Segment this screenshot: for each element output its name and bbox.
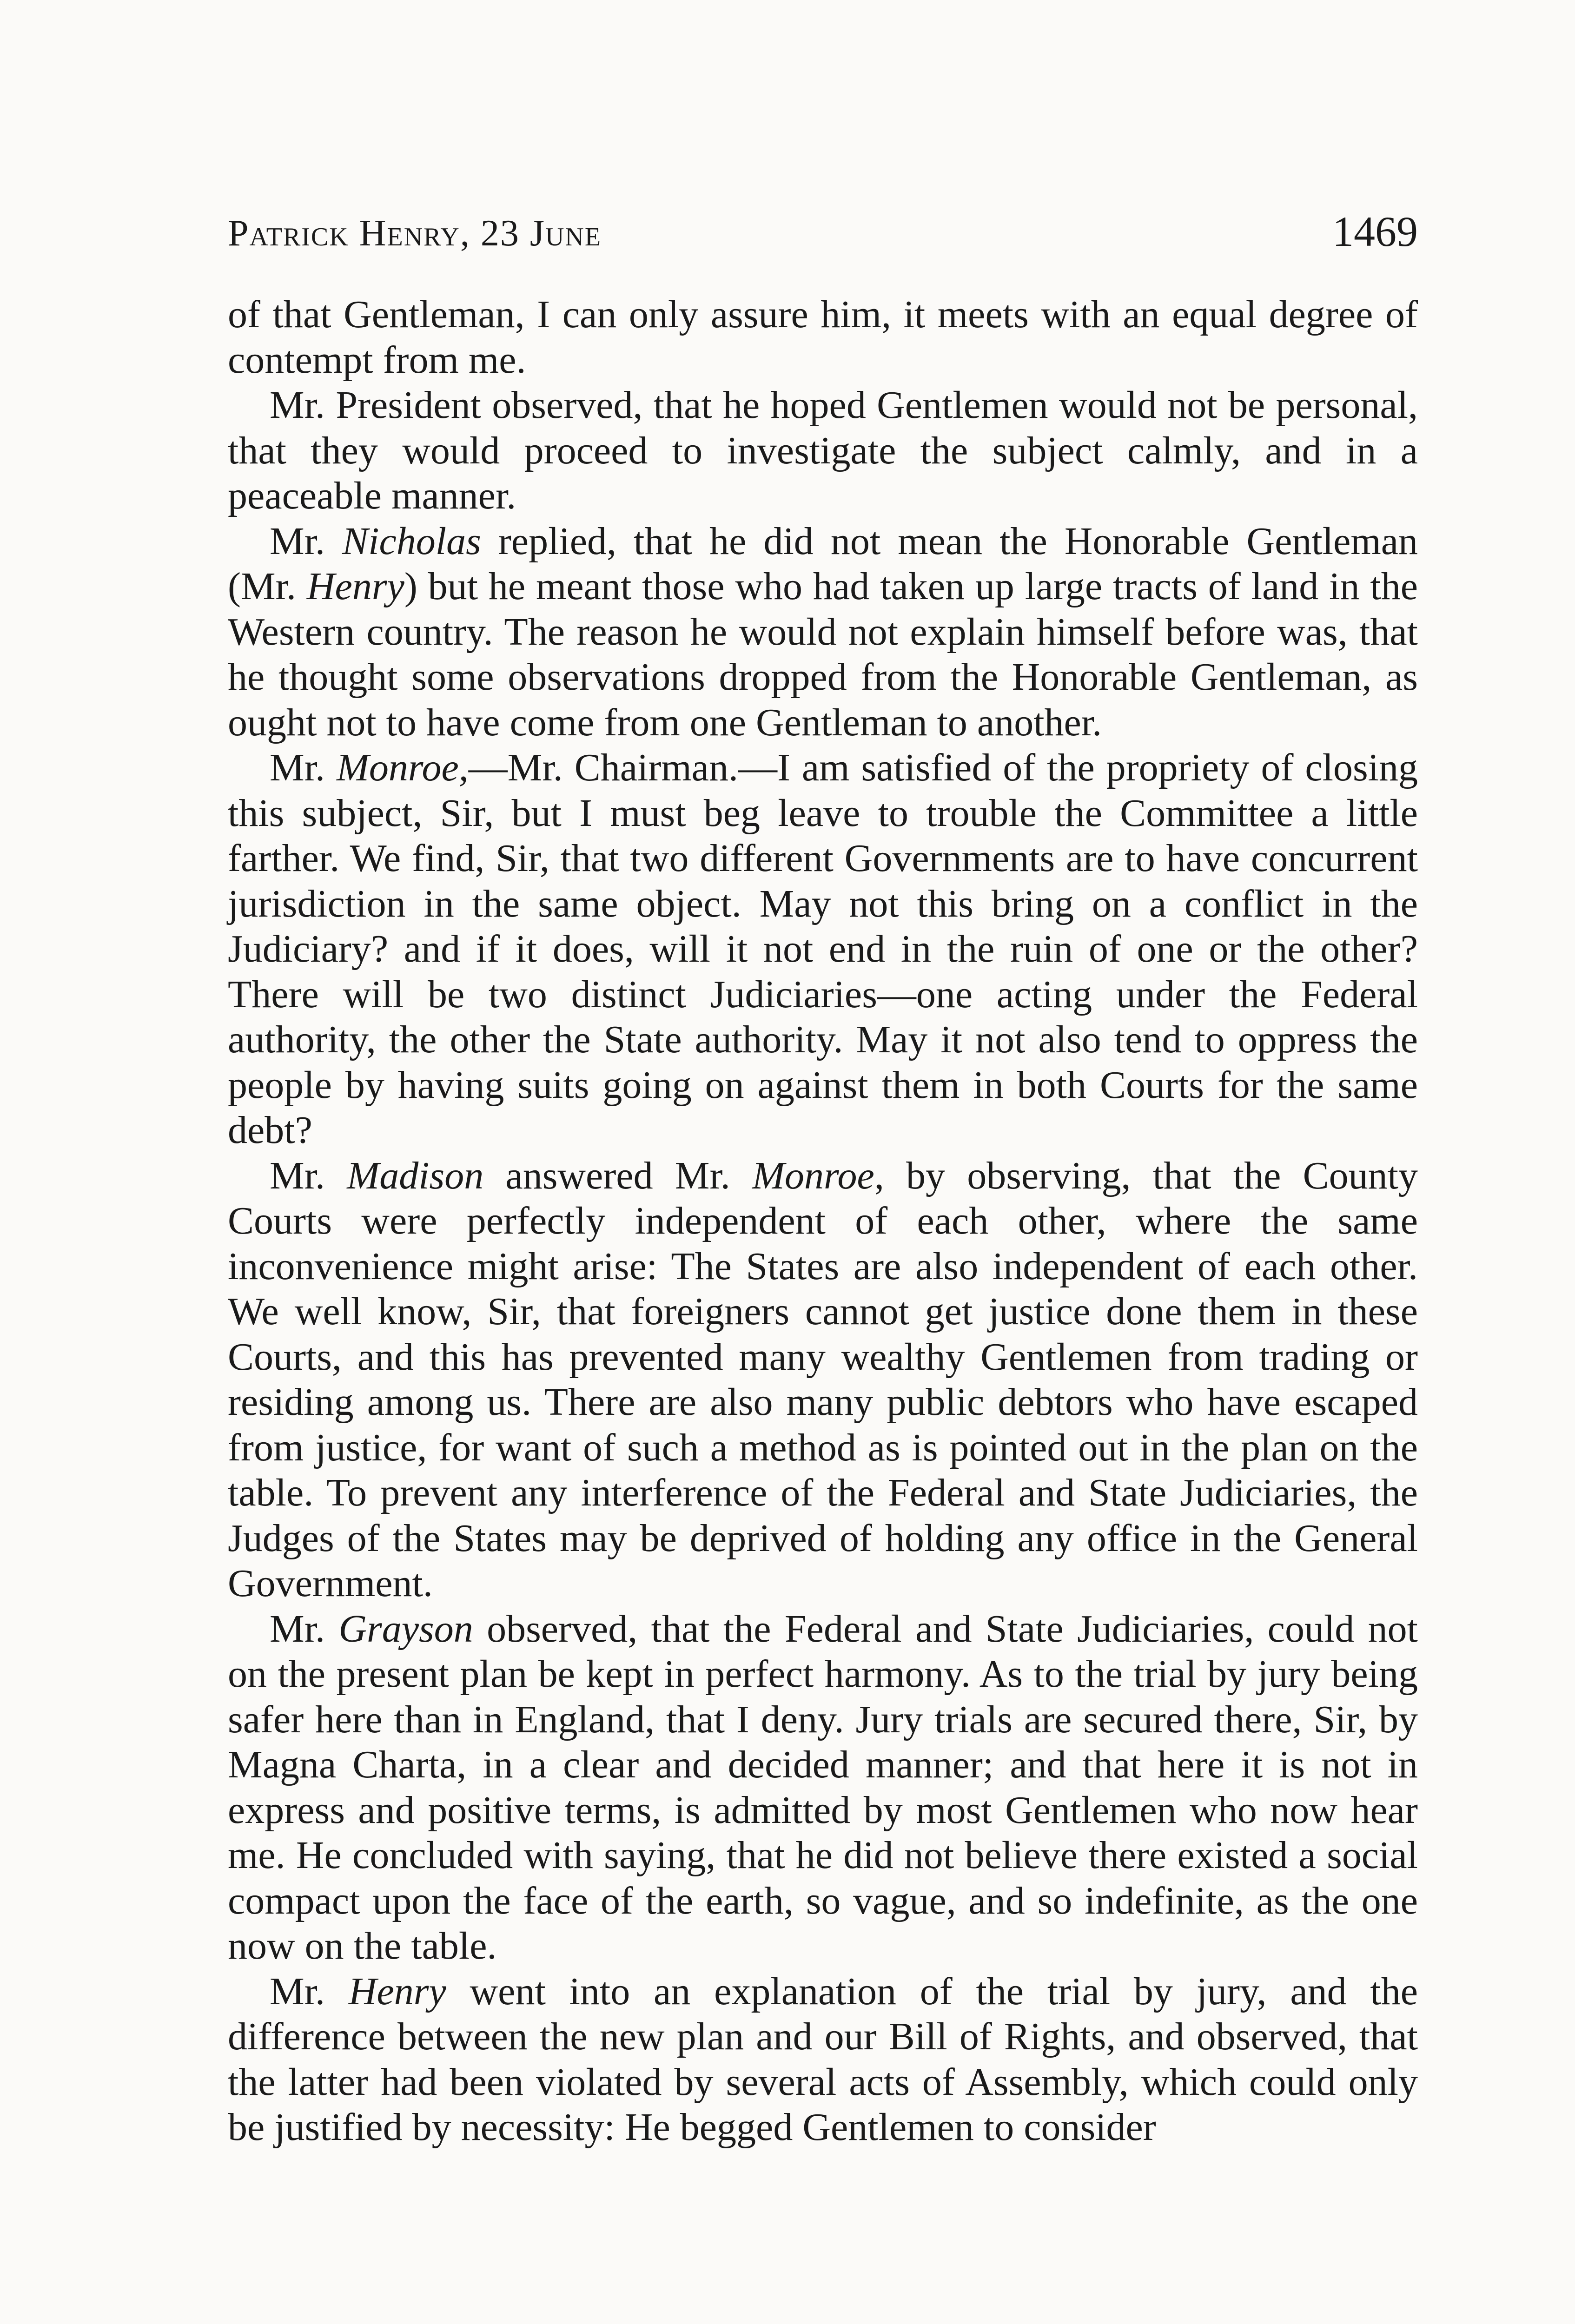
speaker-name: Madison bbox=[347, 1154, 484, 1197]
text-segment: observed, that the Federal and State Judiciaries, could not on the present plan be kept in perfect harmony. As to the trial by jury being safer here than in England, that I deny. Jury trials are secured there, Sir, by Magna Charta, in a clear and decided manner; and that here it is not in express and positive terms, is admitted by most Gentlemen who now hear me. He concluded with saying, that he did not believe there existed a social compact upon the face of the earth, so vague, and so indefinite, as the one now on the table. bbox=[228, 1607, 1418, 1967]
running-head bbox=[228, 210, 1418, 261]
text-segment: Mr. bbox=[270, 1607, 339, 1651]
body-text bbox=[228, 292, 1418, 2150]
paragraph-nicholas bbox=[228, 519, 1418, 746]
speaker-name: Henry bbox=[306, 565, 404, 608]
page-number: 1469 bbox=[1332, 208, 1418, 255]
text-segment: Mr. bbox=[270, 519, 343, 563]
text-segment: —Mr. Chairman.—I am satisfied of the propriety of closing this subject, Sir, but I must beg leave to trouble the Committee a little farther. We find, Sir, that two different Governments are to have concurrent jurisdiction in the same object. May not this bring on a conflict in the Judiciary? and if it does, will it not end in the ruin of one or the other? There will be two distinct Judiciaries—one acting under the Federal authority, the other the State authority. May it not also tend to oppress the people by having suits going on against them in both Courts for the same debt? bbox=[228, 746, 1418, 1152]
paragraph-monroe bbox=[228, 745, 1418, 1153]
paragraph-continuation bbox=[228, 292, 1418, 383]
paragraph-president bbox=[228, 383, 1418, 519]
text-segment: , by observing, that the County Courts were perfectly independent of each other, where the same inconvenience might arise: The States are also independent of each other. We well know, Sir, that foreigners cannot get justice done them in these Courts, and this has prevented many wealthy Gentlemen from trading or residing among us. There are also many public debtors who have escaped from justice, for want of such a method as is pointed out in the plan on the table. To prevent any interference of the Federal and State Judiciaries, the Judges of the States may be deprived of holding any office in the General Government. bbox=[228, 1154, 1418, 1605]
text-segment: Mr. bbox=[270, 746, 337, 789]
paragraph-henry bbox=[228, 1969, 1418, 2150]
text-segment: went into an explanation of the trial by jury, and the difference between the new plan and our Bill of Rights, and observed, that the latter had been violated by several acts of Assembly, which could only be justified by necessity: He begged Gentlemen to consider bbox=[228, 1969, 1418, 2149]
text-segment: answered Mr. bbox=[483, 1154, 752, 1197]
paragraph-madison bbox=[228, 1153, 1418, 1606]
speaker-name: Grayson bbox=[338, 1607, 473, 1651]
text-segment: Mr. President observed, that he hoped Gentlemen would not be personal, that they would proceed to investigate the subject calmly, and in a peaceable manner. bbox=[228, 383, 1418, 517]
speaker-name: Nicholas bbox=[342, 519, 481, 563]
text-segment: Mr. bbox=[270, 1154, 347, 1197]
paragraph-grayson bbox=[228, 1606, 1418, 1969]
speaker-name: Henry bbox=[348, 1969, 446, 2013]
running-head-title: Patrick Henry, 23 June bbox=[228, 213, 602, 254]
text-segment: ) but he meant those who had taken up large tracts of land in the Western country. The reason he would not explain himself before was, that he thought some observations dropped from the Honorable Gentleman, as ought not to have come from one Gentleman to another. bbox=[228, 565, 1418, 744]
text-segment: replied, that he did not mean the Honorable Gentleman (Mr. bbox=[228, 519, 1418, 608]
text-segment: of that Gentleman, I can only assure him, it meets with an equal degree of contempt from me. bbox=[228, 293, 1418, 382]
speaker-name: Monroe, bbox=[336, 746, 469, 789]
speaker-name: Monroe bbox=[752, 1154, 874, 1197]
text-segment: Mr. bbox=[270, 1969, 349, 2013]
